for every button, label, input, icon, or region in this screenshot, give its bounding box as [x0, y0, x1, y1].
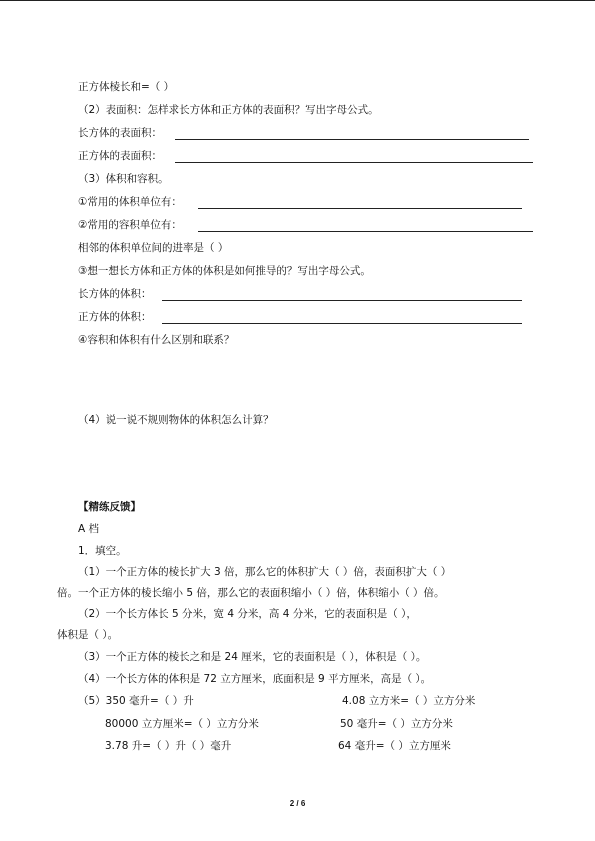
cube-edge-sum-line: 正方体棱长和=（ ）	[78, 81, 175, 93]
answer-line[interactable]	[175, 139, 529, 140]
cube-surface-label: 正方体的表面积：	[78, 150, 162, 162]
cube-volume-label: 正方体的体积：	[78, 311, 152, 323]
question-1-title: 1．填空。	[78, 545, 127, 557]
capacity-units-label: ②常用的容积单位有：	[78, 219, 182, 231]
question-1-2-line-a: （2）一个长方体长 5 分米，宽 4 分米，高 4 分米，它的表面积是（ ），	[78, 608, 417, 620]
answer-line[interactable]	[175, 162, 533, 163]
answer-line[interactable]	[162, 323, 522, 324]
question-1-2-line-b: 体积是（ ）。	[57, 629, 119, 641]
cuboid-volume-label: 长方体的体积：	[78, 288, 152, 300]
level-label: A 档	[78, 523, 100, 535]
conversion-4: 50 毫升=（ ）立方分米	[340, 718, 453, 730]
answer-line[interactable]	[198, 208, 522, 209]
conversion-3: 80000 立方厘米=（ ）立方分米	[105, 718, 259, 730]
section-heading: 【精练反馈】	[78, 501, 141, 513]
volume-capacity-heading: （3）体积和容积。	[78, 173, 169, 185]
unit-rate-line: 相邻的体积单位间的进率是（ ）	[78, 242, 229, 254]
answer-line[interactable]	[162, 300, 522, 301]
question-1-4: （4）一个长方体的体积是 72 立方厘米，底面积是 9 平方厘米，高是（ ）。	[78, 673, 432, 685]
capacity-vs-volume-question: ④容积和体积有什么区别和联系？	[78, 334, 235, 346]
conversion-1: （5）350 毫升=（ ）升	[78, 695, 194, 707]
conversion-6: 64 毫升=（ ）立方厘米	[338, 740, 451, 752]
volume-units-label: ①常用的体积单位有：	[78, 196, 182, 208]
irregular-volume-question: （4）说一说不规则物体的体积怎么计算？	[78, 414, 274, 426]
conversion-2: 4.08 立方米=（ ）立方分米	[342, 695, 476, 707]
page-number: 2 / 6	[289, 799, 306, 808]
question-1-1-line-a: （1）一个正方体的棱长扩大 3 倍，那么它的体积扩大（ ）倍，表面积扩大（ ）	[78, 566, 452, 578]
question-1-3: （3）一个正方体的棱长之和是 24 厘米，它的表面积是（ ），体积是（ ）。	[78, 651, 427, 663]
header-rule	[0, 0, 595, 1]
conversion-5: 3.78 升=（ ）升（ ）毫升	[105, 740, 232, 752]
cuboid-surface-label: 长方体的表面积：	[78, 127, 162, 139]
surface-area-question: （2）表面积：怎样求长方体和正方体的表面积？写出字母公式。	[78, 104, 379, 116]
question-1-1-line-b: 倍。一个正方体的棱长缩小 5 倍，那么它的表面积缩小（ ）倍，体积缩小（ ）倍。	[57, 587, 445, 599]
answer-line[interactable]	[198, 231, 533, 232]
volume-derivation-question: ③想一想长方体和正方体的体积是如何推导的？写出字母公式。	[78, 265, 371, 277]
